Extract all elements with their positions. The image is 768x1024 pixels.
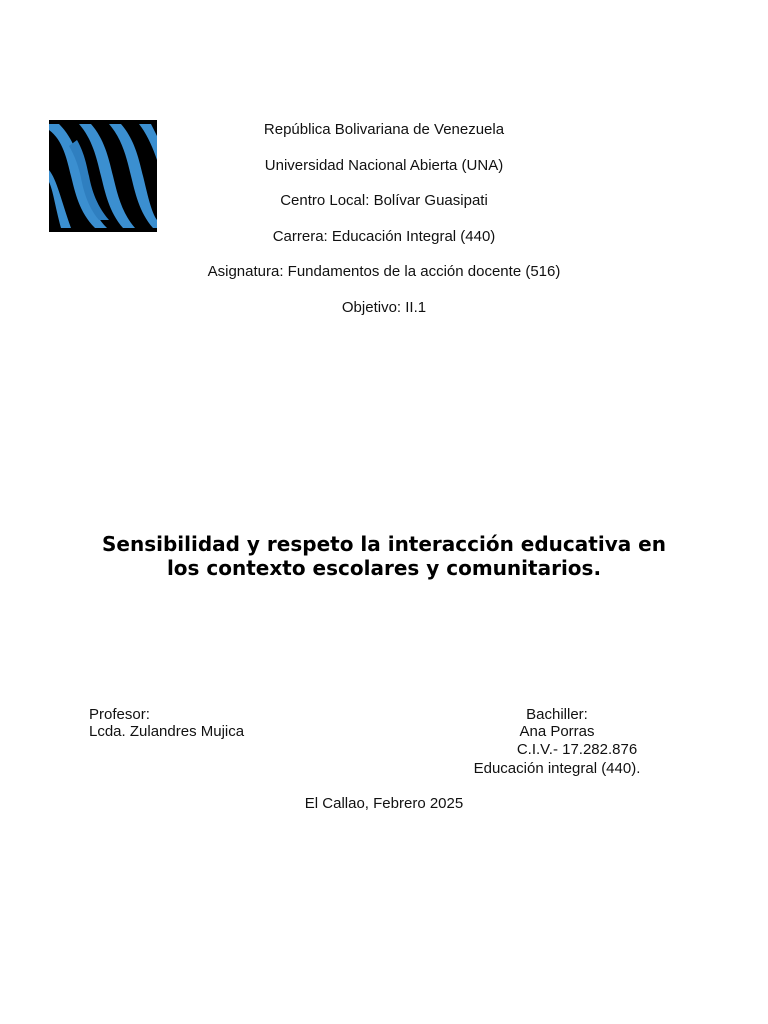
place-date: El Callao, Febrero 2025 xyxy=(304,795,464,812)
student-name: Ana Porras xyxy=(519,723,595,740)
document-title xyxy=(84,532,684,580)
title-line-1: Sensibilidad y respeto la interacción educativa en xyxy=(101,532,666,556)
professor-name: Lcda. Zulandres Mujica xyxy=(89,723,245,740)
local-center-line: Centro Local: Bolívar Guasipati xyxy=(280,192,488,209)
country-line: República Bolivariana de Venezuela xyxy=(263,121,505,138)
professor-label: Profesor: xyxy=(89,706,150,723)
objective-line: Objetivo: II.1 xyxy=(341,299,427,316)
student-program: Educación integral (440). xyxy=(473,760,641,777)
student-label: Bachiller: xyxy=(526,706,588,723)
subject-line: Asignatura: Fundamentos de la acción docente (516) xyxy=(207,263,561,280)
student-id: C.I.V.- 17.282.876 xyxy=(516,741,638,758)
university-line: Universidad Nacional Abierta (UNA) xyxy=(264,157,504,174)
title-line-2: los contexto escolares y comunitarios. xyxy=(166,556,602,580)
career-line: Carrera: Educación Integral (440) xyxy=(272,228,496,245)
